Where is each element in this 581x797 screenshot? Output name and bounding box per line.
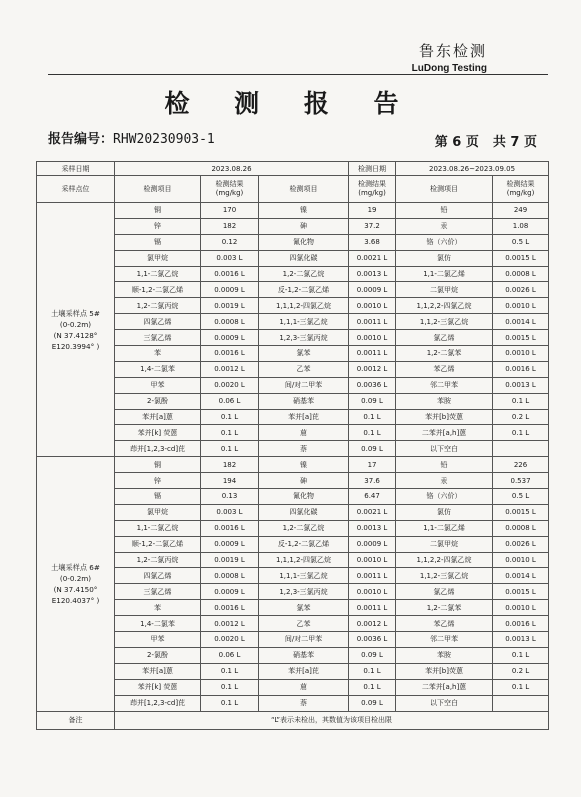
value-cell: 0.0020 L	[201, 632, 259, 648]
item-cell: 苯并[a]蒽	[115, 663, 201, 679]
value-cell: 0.0016 L	[493, 361, 549, 377]
value-cell: 0.0016 L	[201, 520, 259, 536]
value-cell: 0.09 L	[349, 393, 396, 409]
value-cell: 0.5 L	[493, 234, 549, 250]
sampling-point-line: (0-0.2m)	[59, 573, 92, 583]
item-cell: 苯并[b]荧蒽	[396, 663, 493, 679]
item-cell: 1,1-二氯乙烯	[396, 266, 493, 282]
column-header-row	[37, 176, 549, 203]
value-cell: 0.0013 L	[493, 632, 549, 648]
value-cell: 0.06 L	[201, 393, 259, 409]
value-cell: 0.003 L	[201, 504, 259, 520]
value-cell: 0.0010 L	[493, 600, 549, 616]
value-cell: 0.0009 L	[201, 536, 259, 552]
value-cell: 0.0019 L	[201, 298, 259, 314]
item-cell: 乙苯	[259, 361, 349, 377]
value-cell: 0.0010 L	[349, 330, 396, 346]
value-cell: 0.13	[201, 489, 259, 505]
value-cell: 0.0016 L	[201, 346, 259, 362]
value-cell: 0.0010 L	[493, 552, 549, 568]
value-cell: 0.0010 L	[493, 346, 549, 362]
value-cell: 0.0015 L	[493, 330, 549, 346]
item-cell: 苯乙烯	[396, 616, 493, 632]
brand-name-en: LuDong Testing	[411, 63, 487, 74]
value-cell: 0.0011 L	[349, 600, 396, 616]
value-cell: 0.5 L	[493, 489, 549, 505]
item-cell: 苯并[a]芘	[259, 663, 349, 679]
item-cell: 二氯甲烷	[396, 282, 493, 298]
date-row	[37, 162, 549, 176]
item-cell: 氯苯	[259, 346, 349, 362]
item-cell: 1,2-二氯苯	[396, 346, 493, 362]
sampling-point-line: 土壤采样点 6#	[51, 562, 100, 572]
item-cell: 1,2-二氯丙烷	[115, 552, 201, 568]
item-header-2: 检测项目	[259, 176, 349, 203]
item-cell: 间/对二甲苯	[259, 377, 349, 393]
page-current: 第 6 页	[434, 135, 479, 150]
result-header-3: 检测结果 (mg/kg)	[493, 176, 549, 203]
item-cell: 四氯化碳	[259, 504, 349, 520]
value-cell: 0.0016 L	[493, 616, 549, 632]
sampling-point-line: (0-0.2m)	[59, 319, 92, 329]
item-cell: 萘	[259, 695, 349, 711]
item-header-3: 检测项目	[396, 176, 493, 203]
item-cell: 苯	[115, 346, 201, 362]
item-cell: 1,4-二氯苯	[115, 361, 201, 377]
item-cell: 氯乙烯	[396, 330, 493, 346]
value-cell: 0.0010 L	[493, 298, 549, 314]
item-cell: 苯胺	[396, 393, 493, 409]
value-cell: 0.0008 L	[493, 266, 549, 282]
value-cell: 0.1 L	[201, 663, 259, 679]
value-cell: 0.2 L	[493, 663, 549, 679]
item-cell: 镍	[259, 203, 349, 219]
item-cell: 汞	[396, 473, 493, 489]
value-cell: 0.0012 L	[349, 616, 396, 632]
item-cell: 1,1,2-三氯乙烷	[396, 568, 493, 584]
value-cell: 0.0008 L	[201, 568, 259, 584]
value-cell: 0.1 L	[349, 663, 396, 679]
item-cell: 氯仿	[396, 250, 493, 266]
value-cell: 0.0026 L	[493, 282, 549, 298]
value-cell: 0.0009 L	[349, 282, 396, 298]
item-cell: 1,2,3-三氯丙烷	[259, 330, 349, 346]
value-cell: 0.0015 L	[493, 584, 549, 600]
value-cell: 0.1 L	[493, 647, 549, 663]
value-cell: 0.0015 L	[493, 504, 549, 520]
value-cell: 0.1 L	[493, 425, 549, 441]
header-divider	[48, 74, 548, 75]
value-cell: 0.09 L	[349, 695, 396, 711]
value-cell: 3.68	[349, 234, 396, 250]
sampling-point-line: (N 37.4150°	[53, 584, 98, 594]
item-cell: 1,4-二氯苯	[115, 616, 201, 632]
value-cell: 0.0021 L	[349, 250, 396, 266]
remark-label: 备注	[37, 711, 115, 729]
value-cell: 0.0021 L	[349, 504, 396, 520]
value-cell: 37.2	[349, 218, 396, 234]
value-cell: 0.0011 L	[349, 346, 396, 362]
value-cell: 0.1 L	[493, 679, 549, 695]
value-cell: 0.0009 L	[201, 282, 259, 298]
item-cell: 镉	[115, 489, 201, 505]
value-cell: 0.09 L	[349, 441, 396, 457]
value-cell: 0.0011 L	[349, 314, 396, 330]
item-cell: 间/对二甲苯	[259, 632, 349, 648]
item-cell: 氯甲烷	[115, 250, 201, 266]
item-cell: 1,2,3-三氯丙烷	[259, 584, 349, 600]
value-cell: 0.1 L	[349, 679, 396, 695]
value-cell: 0.0013 L	[349, 520, 396, 536]
item-cell: 氯苯	[259, 600, 349, 616]
item-cell: 2-氯酚	[115, 393, 201, 409]
brand-block	[412, 40, 487, 74]
value-cell: 0.1 L	[493, 393, 549, 409]
item-cell: 镉	[115, 234, 201, 250]
page-total: 共 7 页	[492, 135, 537, 150]
item-cell: 三氯乙烯	[115, 330, 201, 346]
item-cell: 氰化物	[259, 234, 349, 250]
item-cell: 以下空白	[396, 695, 493, 711]
value-cell: 0.1 L	[201, 679, 259, 695]
item-cell: 苯并[k] 荧蒽	[115, 679, 201, 695]
item-cell: 顺-1,2-二氯乙烯	[115, 282, 201, 298]
item-cell: 甲苯	[115, 377, 201, 393]
value-cell: 249	[493, 203, 549, 219]
item-cell: 反-1,2-二氯乙烯	[259, 282, 349, 298]
item-cell: 苯	[115, 600, 201, 616]
results-table	[36, 161, 549, 730]
value-cell: 0.0019 L	[201, 552, 259, 568]
item-cell: 砷	[259, 473, 349, 489]
value-cell: 0.0016 L	[201, 600, 259, 616]
value-cell: 0.0010 L	[349, 584, 396, 600]
sampling-point-cell	[37, 457, 115, 711]
value-cell: 17	[349, 457, 396, 473]
test-date: 2023.08.26~2023.09.05	[396, 162, 549, 176]
item-cell: 1,1,1-三氯乙烷	[259, 314, 349, 330]
value-cell: 37.6	[349, 473, 396, 489]
value-cell: 0.12	[201, 234, 259, 250]
item-cell: 砷	[259, 218, 349, 234]
value-cell: 0.0009 L	[349, 536, 396, 552]
value-cell: 0.0036 L	[349, 377, 396, 393]
value-cell: 182	[201, 457, 259, 473]
value-cell: 0.1 L	[201, 409, 259, 425]
value-cell: 0.0010 L	[349, 298, 396, 314]
item-cell: 䓛	[259, 425, 349, 441]
item-cell: 锌	[115, 218, 201, 234]
table-row	[37, 457, 549, 473]
sampling-point-line: 土壤采样点 5#	[51, 308, 100, 318]
item-cell: 䓛	[259, 679, 349, 695]
item-cell: 铜	[115, 203, 201, 219]
value-cell: 0.0036 L	[349, 632, 396, 648]
item-cell: 铬（六价）	[396, 489, 493, 505]
item-cell: 顺-1,2-二氯乙烯	[115, 536, 201, 552]
remark-row	[37, 711, 549, 729]
value-cell: 0.0009 L	[201, 330, 259, 346]
item-cell: 二苯并[a,h]蒽	[396, 425, 493, 441]
item-cell: 二苯并[a,h]蒽	[396, 679, 493, 695]
item-cell: 1,2-二氯乙烷	[259, 266, 349, 282]
item-cell: 三氯乙烯	[115, 584, 201, 600]
item-cell: 2-氯酚	[115, 647, 201, 663]
sampling-date-label: 采样日期	[37, 162, 115, 176]
item-cell: 氯仿	[396, 504, 493, 520]
value-cell	[493, 695, 549, 711]
item-cell: 二氯甲烷	[396, 536, 493, 552]
item-cell: 铬（六价）	[396, 234, 493, 250]
value-cell: 0.0013 L	[493, 377, 549, 393]
item-cell: 铜	[115, 457, 201, 473]
value-cell: 0.0014 L	[493, 314, 549, 330]
item-cell: 锌	[115, 473, 201, 489]
value-cell: 0.1 L	[201, 695, 259, 711]
value-cell: 0.003 L	[201, 250, 259, 266]
item-cell: 铅	[396, 457, 493, 473]
item-cell: 1,2-二氯丙烷	[115, 298, 201, 314]
value-cell: 170	[201, 203, 259, 219]
page-info	[435, 131, 537, 150]
value-cell: 0.0013 L	[349, 266, 396, 282]
item-cell: 1,2-二氯苯	[396, 600, 493, 616]
item-header-1: 检测项目	[115, 176, 201, 203]
result-header-2: 检测结果 (mg/kg)	[349, 176, 396, 203]
value-cell: 0.0008 L	[493, 520, 549, 536]
remark-text: “L”表示未检出，其数值为该项目检出限	[115, 711, 549, 729]
value-cell: 0.1 L	[349, 425, 396, 441]
item-cell: 甲苯	[115, 632, 201, 648]
sampling-point-line: E120.3994° )	[51, 341, 100, 351]
item-cell: 氯乙烯	[396, 584, 493, 600]
brand-name-cn: 鲁东检测	[418, 42, 487, 60]
value-cell: 1.08	[493, 218, 549, 234]
value-cell: 0.0016 L	[201, 266, 259, 282]
item-cell: 1,1-二氯乙烷	[115, 266, 201, 282]
value-cell: 0.0010 L	[349, 552, 396, 568]
item-cell: 苯并[a]芘	[259, 409, 349, 425]
point-header: 采样点位	[37, 176, 115, 203]
value-cell: 0.0020 L	[201, 377, 259, 393]
item-cell: 四氯化碳	[259, 250, 349, 266]
test-date-label: 检测日期	[349, 162, 396, 176]
item-cell: 1,1-二氯乙烷	[115, 520, 201, 536]
page-title: 检 测 报 告	[164, 89, 417, 118]
report-number	[48, 128, 215, 147]
item-cell: 以下空白	[396, 441, 493, 457]
item-cell: 汞	[396, 218, 493, 234]
item-cell: 反-1,2-二氯乙烯	[259, 536, 349, 552]
item-cell: 1,2-二氯乙烷	[259, 520, 349, 536]
value-cell: 0.06 L	[201, 647, 259, 663]
sampling-point-cell	[37, 203, 115, 457]
item-cell: 茚并[1,2,3-cd]芘	[115, 695, 201, 711]
value-cell: 0.0026 L	[493, 536, 549, 552]
value-cell: 19	[349, 203, 396, 219]
report-number-value: RHW20230903-1	[113, 132, 215, 147]
item-cell: 1,1,2,2-四氯乙烷	[396, 552, 493, 568]
value-cell: 226	[493, 457, 549, 473]
item-cell: 萘	[259, 441, 349, 457]
value-cell: 0.0011 L	[349, 568, 396, 584]
value-cell: 0.0012 L	[201, 361, 259, 377]
value-cell: 0.1 L	[201, 441, 259, 457]
item-cell: 四氯乙烯	[115, 314, 201, 330]
value-cell: 0.0009 L	[201, 584, 259, 600]
item-cell: 茚并[1,2,3-cd]芘	[115, 441, 201, 457]
item-cell: 硝基苯	[259, 393, 349, 409]
value-cell: 0.1 L	[201, 425, 259, 441]
item-cell: 1,1-二氯乙烯	[396, 520, 493, 536]
item-cell: 氰化物	[259, 489, 349, 505]
value-cell: 0.1 L	[349, 409, 396, 425]
sampling-point-line: E120.4037° )	[51, 595, 100, 605]
value-cell: 0.0012 L	[349, 361, 396, 377]
value-cell: 0.09 L	[349, 647, 396, 663]
item-cell: 1,1,1-三氯乙烷	[259, 568, 349, 584]
item-cell: 1,1,1,2-四氯乙烷	[259, 552, 349, 568]
item-cell: 四氯乙烯	[115, 568, 201, 584]
item-cell: 硝基苯	[259, 647, 349, 663]
item-cell: 苯并[b]荧蒽	[396, 409, 493, 425]
sampling-date: 2023.08.26	[115, 162, 349, 176]
item-cell: 乙苯	[259, 616, 349, 632]
item-cell: 邻二甲苯	[396, 632, 493, 648]
item-cell: 1,1,2,2-四氯乙烷	[396, 298, 493, 314]
item-cell: 1,1,2-三氯乙烷	[396, 314, 493, 330]
value-cell: 6.47	[349, 489, 396, 505]
value-cell: 194	[201, 473, 259, 489]
item-cell: 邻二甲苯	[396, 377, 493, 393]
item-cell: 苯乙烯	[396, 361, 493, 377]
item-cell: 苯并[k] 荧蒽	[115, 425, 201, 441]
result-header-1: 检测结果 (mg/kg)	[201, 176, 259, 203]
item-cell: 镍	[259, 457, 349, 473]
value-cell: 0.0012 L	[201, 616, 259, 632]
item-cell: 氯甲烷	[115, 504, 201, 520]
value-cell	[493, 441, 549, 457]
sampling-point-line: (N 37.4128°	[53, 330, 98, 340]
value-cell: 0.0015 L	[493, 250, 549, 266]
value-cell: 182	[201, 218, 259, 234]
table-row	[37, 203, 549, 219]
item-cell: 1,1,1,2-四氯乙烷	[259, 298, 349, 314]
value-cell: 0.0008 L	[201, 314, 259, 330]
item-cell: 铅	[396, 203, 493, 219]
value-cell: 0.0014 L	[493, 568, 549, 584]
value-cell: 0.537	[493, 473, 549, 489]
item-cell: 苯胺	[396, 647, 493, 663]
value-cell: 0.2 L	[493, 409, 549, 425]
item-cell: 苯并[a]蒽	[115, 409, 201, 425]
report-number-label: 报告编号：	[48, 132, 114, 147]
